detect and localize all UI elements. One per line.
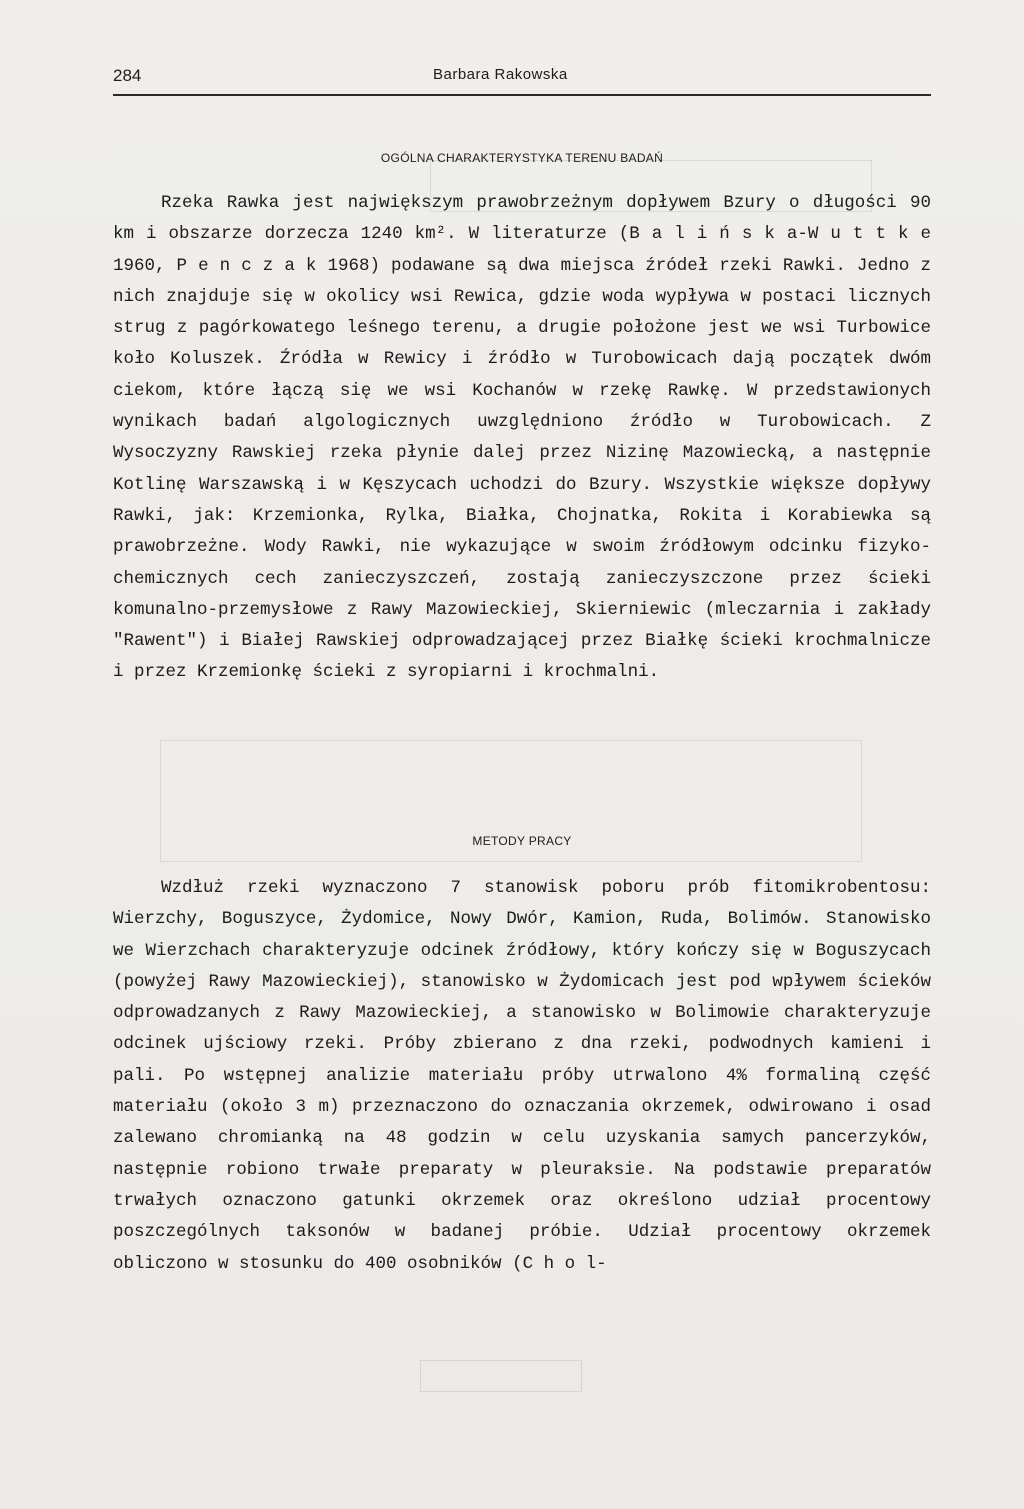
- section-title-methods: METODY PRACY: [472, 834, 572, 848]
- paragraph-general-characteristics: Rzeka Rawka jest największym prawobrzeżnym dopływem Bzury o długości 90 km i obszarze dorzecza 1240 km². W literaturze (B a l i ń s k a-W u t t k e 1960, P e n c z a k 1968) podawane są dwa miejsca źródeł rzeki Rawki. Jedno z nich znajduje się w okolicy wsi Rewica, gdzie woda wypływa w postaci licznych strug z pagórkowatego leśnego terenu, a drugie położone jest we wsi Turbowice koło Koluszek. Źródła w Rewicy i źródło w Turobowicach dają początek dwóm ciekom, które łączą się we wsi Kochanów w rzekę Rawkę. W przedstawionych wynikach badań algologicznych uwzględniono źródło w Turobowicach. Z Wysoczyzny Rawskiej rzeka płynie dalej przez Nizinę Mazowiecką, a następnie Kotlinę Warszawską i w Kęszycach uchodzi do Bzury. Wszystkie większe dopływy Rawki, jak: Krzemionka, Rylka, Białka, Chojnatka, Rokita i Korabiewka są prawobrzeżne. Wody Rawki, nie wykazujące w swoim źródłowym odcinku fizyko-chemicznych cech zanieczyszczeń, zostają zanieczyszczone przez ścieki komunalno-przemysłowe z Rawy Mazowieckiej, Skierniewic (mleczarnia i zakłady "Rawent") i Białej Rawskiej odprowadzającej przez Białkę ścieki krochmalnicze i przez Krzemionkę ścieki z syropiarni i krochmalni.: [113, 193, 931, 683]
- page-header: [113, 64, 931, 96]
- running-head: Barbara Rakowska: [433, 66, 568, 83]
- page-number: 284: [113, 66, 142, 85]
- show-through-box: [420, 1360, 582, 1392]
- section-title-general: OGÓLNA CHARAKTERYSTYKA TERENU BADAŃ: [380, 151, 664, 165]
- paragraph-methods: Wzdłuż rzeki wyznaczono 7 stanowisk poboru prób fitomikrobentosu: Wierzchy, Boguszyce, Żydomice, Nowy Dwór, Kamion, Ruda, Bolimów. Stanowisko we Wierzchach charakteryzuje odcinek źródłowy, który kończy się w Boguszycach (powyżej Rawy Mazowieckiej), stanowisko w Żydomicach jest pod wpływem ścieków odprowadzanych z Rawy Mazowieckiej, a stanowisko w Bolimowie charakteryzuje odcinek ujściowy rzeki. Próby zbierano z dna rzeki, podwodnych kamieni i pali. Po wstępnej analizie materiału próby utrwalono 4% formaliną część materiału (około 3 m) przeznaczono do oznaczania okrzemek, odwirowano i osad zalewano chromianką na 48 godzin w celu uzyskania samych pancerzyków, następnie robiono trwałe preparaty w pleuraksie. Na podstawie preparatów trwałych oznaczono gatunki okrzemek oraz określono udział procentowy poszczególnych taksonów w badanej próbie. Udział procentowy okrzemek obliczono w stosunku do 400 osobników (C h o l-: [113, 878, 931, 1274]
